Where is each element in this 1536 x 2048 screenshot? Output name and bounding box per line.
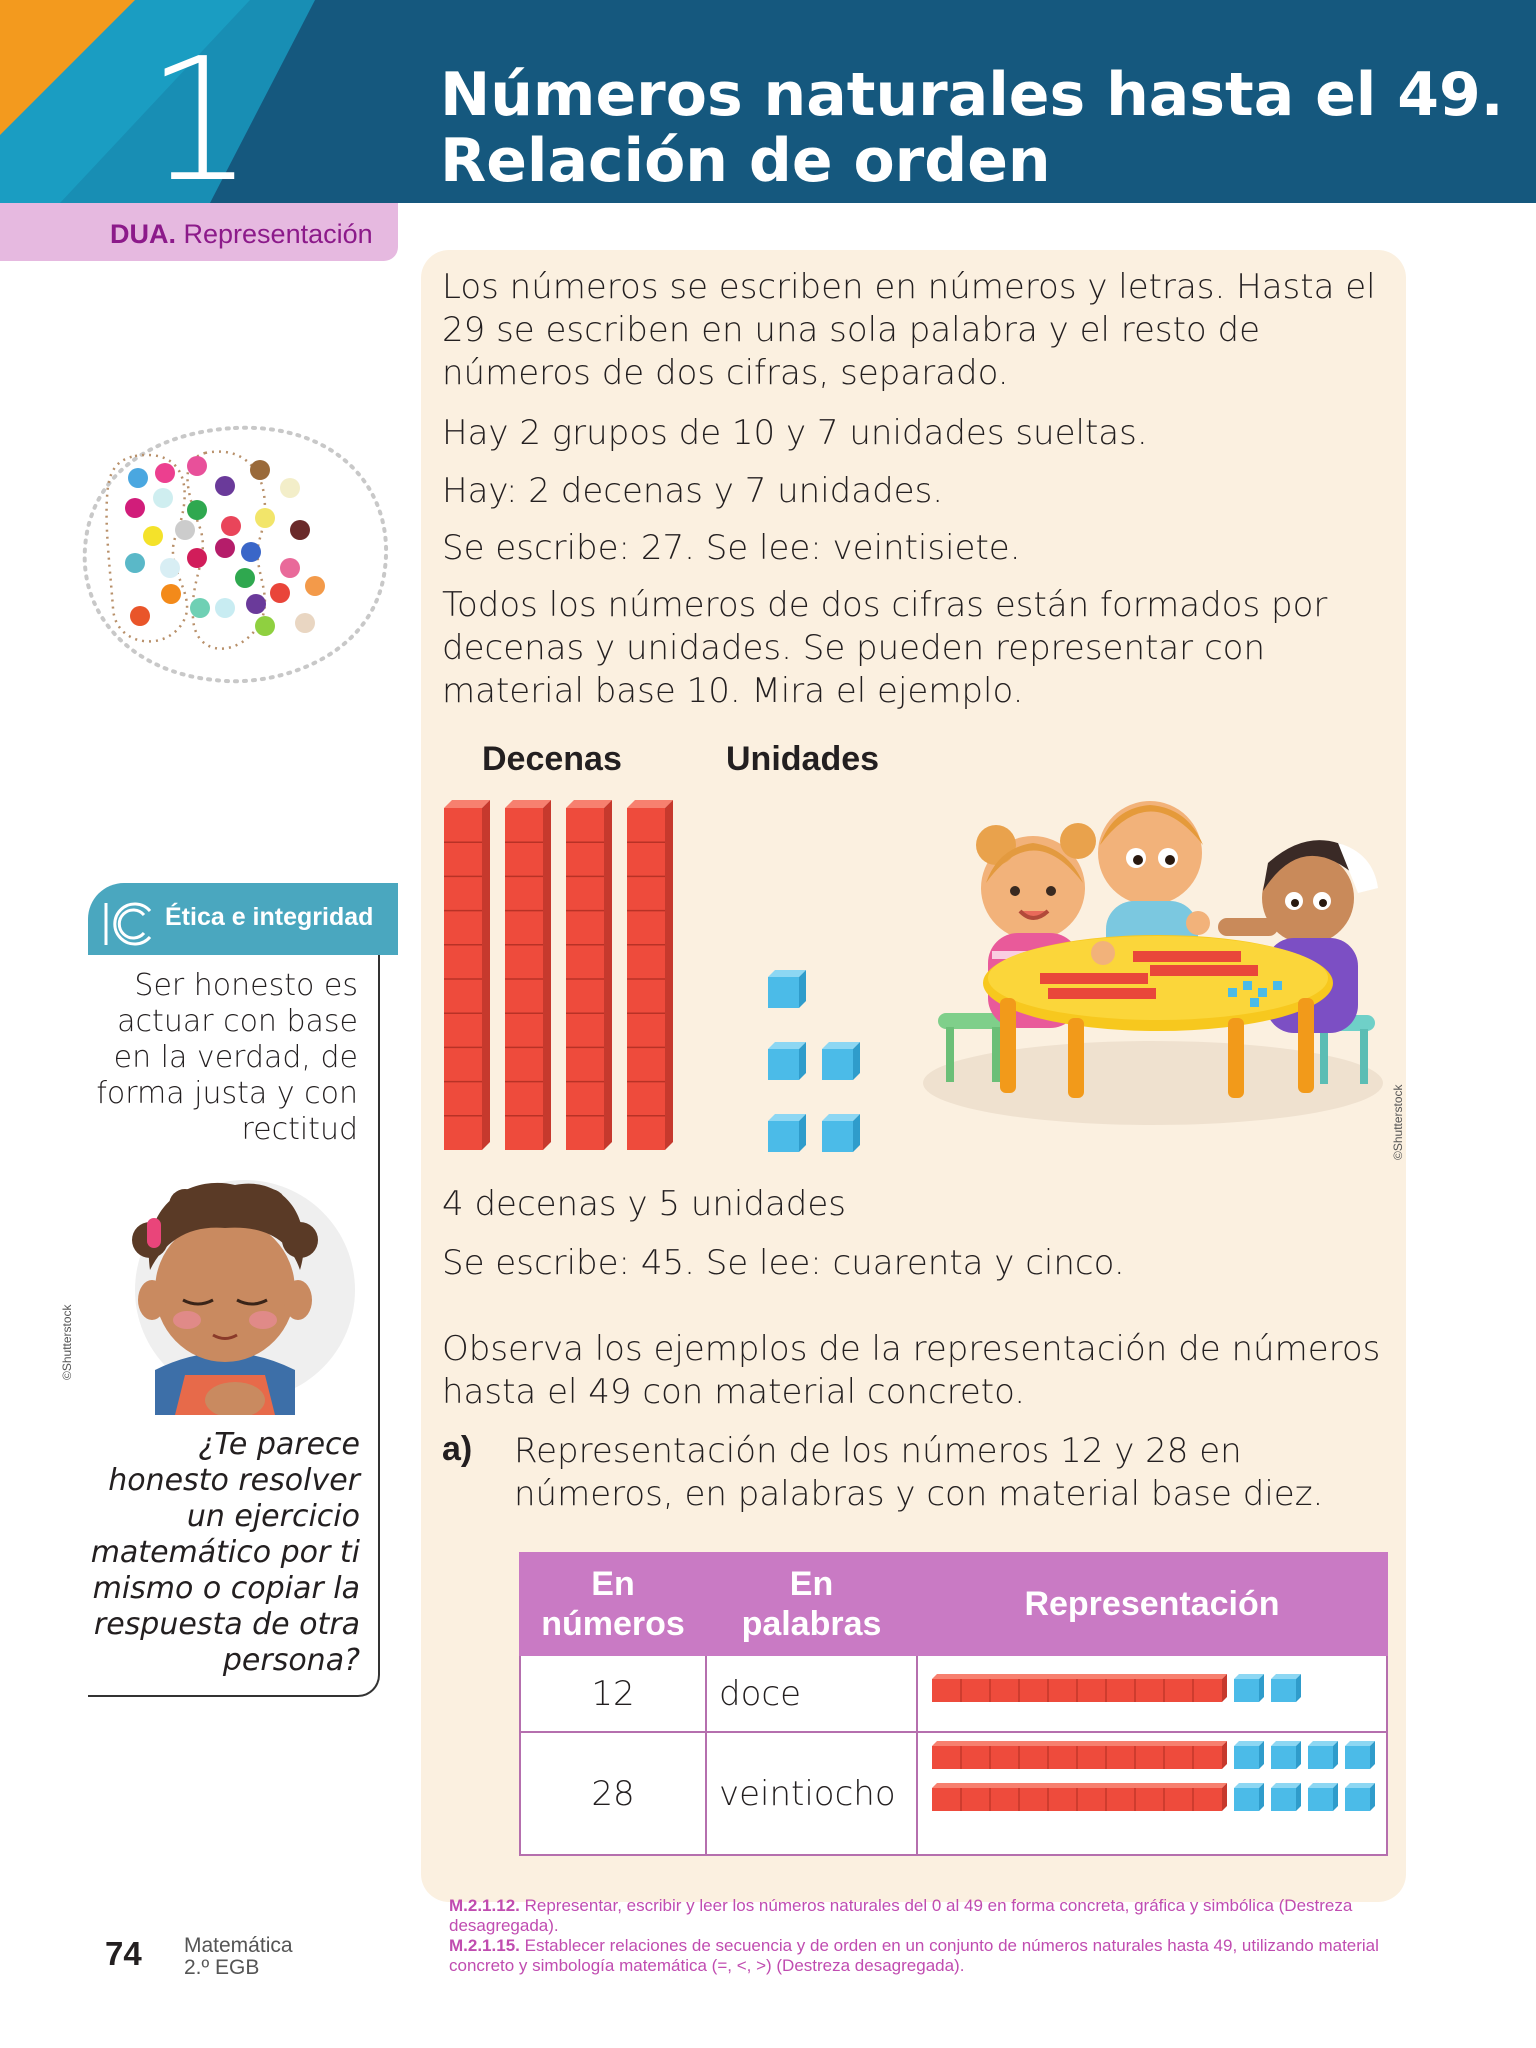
base-ten-blocks: [918, 1733, 1378, 1845]
counting-dot: [155, 463, 175, 483]
tens-rod: [444, 800, 490, 1150]
intro-paragraph-3: Hay: 2 decenas y 7 unidades.: [442, 471, 944, 511]
counting-dot: [246, 594, 266, 614]
title-line-2: Relación de orden: [440, 126, 1051, 196]
example-result: 4 decenas y 5 unidades: [442, 1184, 846, 1224]
skill-2: [449, 1936, 1389, 1976]
unit-cube: [1345, 1741, 1375, 1769]
counting-dot: [160, 558, 180, 578]
item-a-letter: a): [442, 1430, 473, 1468]
unit-cube: [822, 1042, 860, 1080]
counting-dot: [175, 520, 195, 540]
counting-dot: [305, 576, 325, 596]
title-line-1: Números naturales hasta el 49.: [440, 60, 1504, 130]
counting-dot: [143, 526, 163, 546]
counting-dot: [215, 538, 235, 558]
header-words: [706, 1553, 917, 1655]
table-row: [520, 1655, 1387, 1732]
counting-dot: [250, 460, 270, 480]
page-title: [440, 62, 1520, 194]
unit-cube: [768, 1114, 806, 1152]
unit-cube: [1234, 1783, 1264, 1811]
grouped-dots-illustration: [75, 418, 395, 690]
counting-dot: [187, 456, 207, 476]
table-row: [520, 1732, 1387, 1855]
unit-number: 1: [145, 22, 255, 203]
ethics-title: Ética e integridad: [165, 903, 374, 931]
counting-dot: [270, 583, 290, 603]
skills-footnote: [449, 1896, 1389, 1976]
counting-dot: [125, 498, 145, 518]
item-a-text: Representación de los números 12 y 28 en números, en palabras y con material base diez.: [514, 1431, 1324, 1514]
page-number: 74: [105, 1935, 142, 1972]
girl-illustration: [95, 1160, 355, 1415]
counting-dot: [187, 500, 207, 520]
row-number: 12: [520, 1655, 706, 1732]
header-words-line1: En: [789, 1565, 834, 1603]
intro-paragraph-2: Hay 2 grupos de 10 y 7 unidades sueltas.: [442, 413, 1148, 453]
table-header-row: [520, 1553, 1387, 1655]
dua-text: Representación: [183, 219, 373, 249]
skill-2-code: M.2.1.15.: [449, 1936, 520, 1955]
unit-cube: [1271, 1783, 1301, 1811]
unit-cube: [1308, 1783, 1338, 1811]
dua-tag: [0, 203, 398, 261]
tens-rod: [566, 800, 612, 1150]
counting-dot: [235, 568, 255, 588]
counting-dot: [290, 520, 310, 540]
ethics-text: Ser honesto es actuar con base en la verdad, de forma justa y con rectitud: [96, 968, 358, 1147]
header-numbers-line2: números: [541, 1605, 685, 1643]
number-representation-table: [519, 1552, 1388, 1856]
unit-cube: [1234, 1674, 1264, 1702]
ten-rod: [932, 1741, 1227, 1769]
counting-dot: [125, 553, 145, 573]
skill-1-code: M.2.1.12.: [449, 1896, 520, 1915]
units-label: Unidades: [726, 740, 880, 778]
unit-cube: [822, 1114, 860, 1152]
intro-paragraph-1: Los números se escriben en números y letras. Hasta el 29 se escriben en una sola palabra y el resto de números de dos cifras, separado.: [442, 267, 1376, 393]
tens-label: Decenas: [482, 740, 622, 778]
tens-rod: [505, 800, 551, 1150]
header-representation: Representación: [917, 1553, 1387, 1655]
counting-dot: [128, 468, 148, 488]
skill-1-text: Representar, escribir y leer los números naturales del 0 al 49 en forma concreta, gráfica y simbólica (Destreza desagregada).: [449, 1896, 1353, 1935]
counting-dot: [161, 584, 181, 604]
page-header: [0, 0, 1536, 203]
counting-dot: [190, 598, 210, 618]
header-numbers: [520, 1553, 706, 1655]
unit-cube: [1271, 1674, 1301, 1702]
counting-dot: [215, 476, 235, 496]
grade-level: 2.º EGB: [184, 1956, 260, 1979]
subject-name: Matemática: [184, 1934, 293, 1957]
children-playing-illustration: [918, 783, 1388, 1133]
tens-rod: [627, 800, 673, 1150]
row-word: veintiocho: [706, 1732, 917, 1855]
unit-cube: [1234, 1741, 1264, 1769]
header-numbers-line1: En: [591, 1565, 635, 1603]
unit-cube: [768, 1042, 806, 1080]
unit-cube: [768, 970, 806, 1008]
example-reading: Se escribe: 45. Se lee: cuarenta y cinco.: [442, 1243, 1125, 1283]
ten-rod: [932, 1783, 1227, 1811]
counting-dot: [221, 516, 241, 536]
girl-image-credit: ©Shutterstock: [60, 1304, 74, 1380]
unit-cube: [1271, 1741, 1301, 1769]
header-words-line2: palabras: [741, 1605, 882, 1643]
intro-paragraph-5: Todos los números de dos cifras están formados por decenas y unidades. Se pueden representar con material base 10. Mira el ejemplo.: [442, 585, 1328, 711]
subject-info: [184, 1935, 293, 1979]
ethics-question: ¿Te parece honesto resolver un ejercicio matemático por ti mismo o copiar la respuesta de otra persona?: [90, 1427, 360, 1678]
counting-dot: [295, 613, 315, 633]
row-representation: [917, 1732, 1387, 1855]
ic-badge-icon: [92, 895, 160, 953]
row-number: 28: [520, 1732, 706, 1855]
counting-dot: [187, 548, 207, 568]
counting-dot: [153, 488, 173, 508]
row-word: doce: [706, 1655, 917, 1732]
row-representation: [917, 1655, 1387, 1732]
counting-dot: [241, 542, 261, 562]
observe-text: Observa los ejemplos de la representación de números hasta el 49 con material concreto.: [442, 1329, 1381, 1412]
base-ten-blocks: [918, 1656, 1378, 1722]
counting-dot: [215, 598, 235, 618]
counting-dot: [255, 616, 275, 636]
counting-dot: [255, 508, 275, 528]
counting-dot: [280, 478, 300, 498]
skill-2-text: Establecer relaciones de secuencia y de orden en un conjunto de números naturales hasta 49, utilizando material concreto y simbología matemática (=, <, >) (Destreza desagregada).: [449, 1936, 1379, 1975]
image-credit: ©Shutterstock: [1391, 1084, 1405, 1160]
counting-dot: [280, 558, 300, 578]
unit-cube: [1308, 1741, 1338, 1769]
skill-1: [449, 1896, 1389, 1936]
intro-paragraph-4: Se escribe: 27. Se lee: veintisiete.: [442, 528, 1021, 568]
unit-cube: [1345, 1783, 1375, 1811]
dua-label: DUA.: [110, 219, 176, 249]
ten-rod: [932, 1674, 1227, 1702]
counting-dot: [130, 606, 150, 626]
